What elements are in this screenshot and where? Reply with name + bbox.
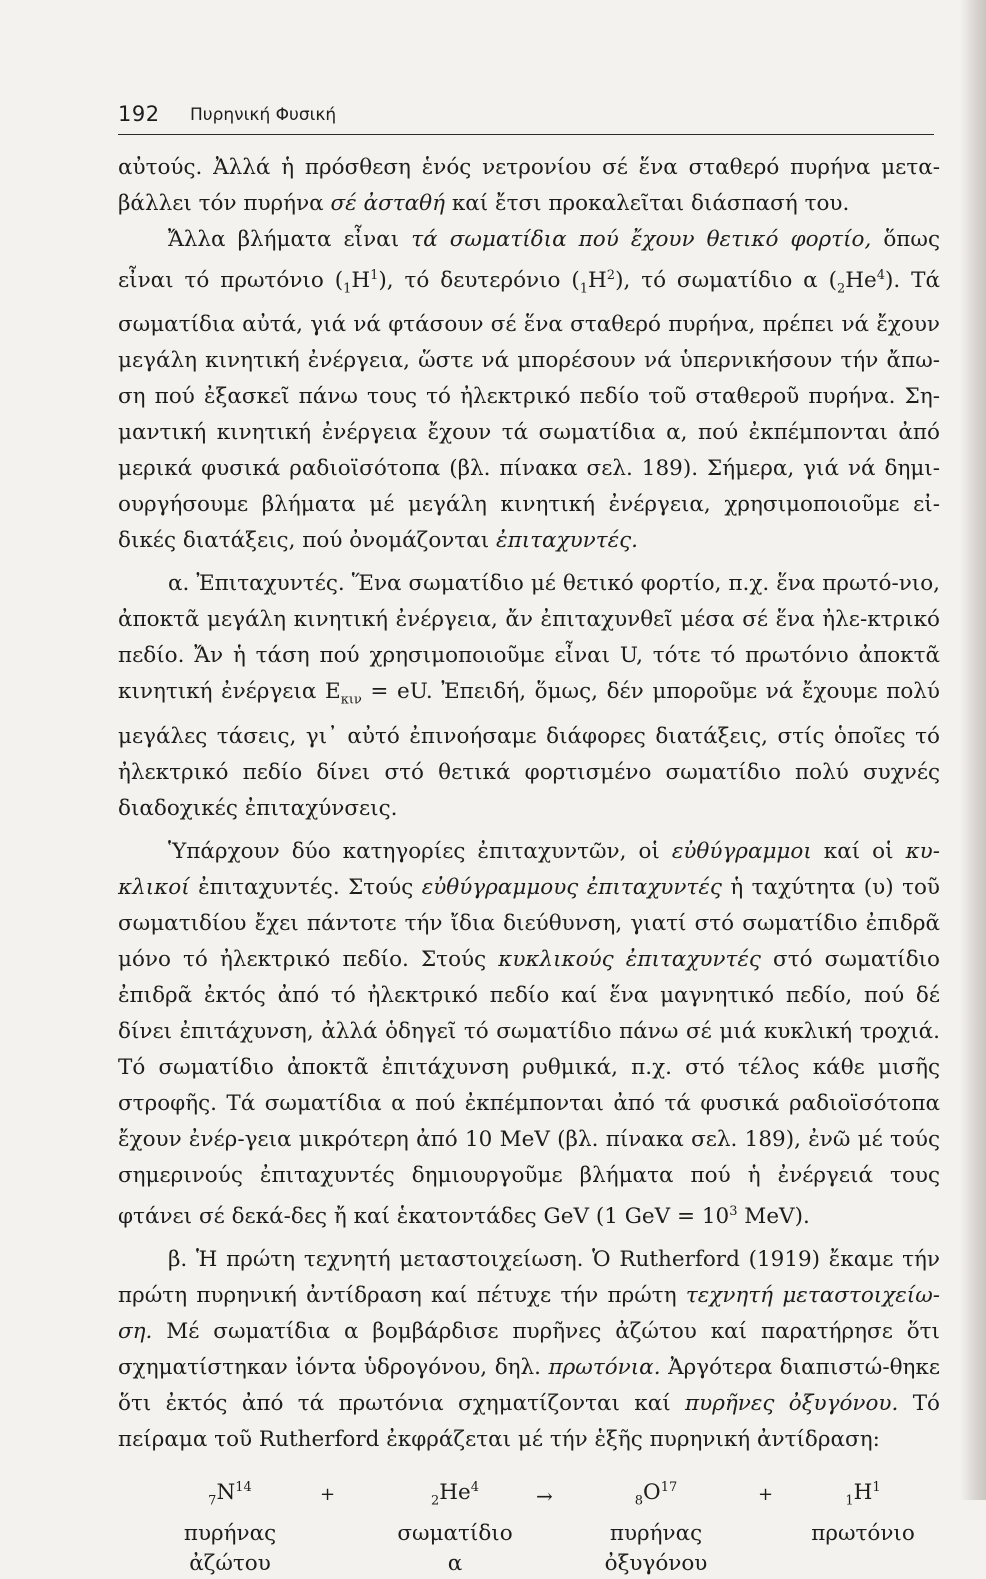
- element-symbol: H: [351, 268, 371, 294]
- mass-number: 14: [235, 1479, 252, 1495]
- page-body: [118, 150, 941, 1577]
- text: αὐτούς. Ἀλλά ἡ πρόσθεση ἑνός νετρονίου σέ ἕνα σταθερό πυρήνα μετα-βάλλει τόν πυρήνα: [118, 155, 940, 216]
- text: ). Τά σωματίδια αὐτά, γιά νά φτάσουν σέ ἕνα σταθερό πυρήνα, πρέπει νά ἔχουν μεγάλη κινητική ἐνέργεια, ὥστε νά μπορέσουν νά ὑπερνικήσουν τήν ἄπω-ση πού ἐξασκεῖ πάνω τους τό ἠλεκτρικό πεδίο τοῦ σταθεροῦ πυρήνα. Ση-μαντική κινητική ἐνέργεια ἔχουν τά σωματίδια α, πού ἐκπέμπονται ἀπό μερικά φυσικά ραδιοϊσότοπα (βλ. πίνακα σελ. 189). Σήμερα, γιά νά δημι-ουργήσουμε βλήματα μέ μεγάλη κινητική ἐνέργεια, χρησιμοποιοῦμε εἰ-δικές διατάξεις, πού ὀνομάζονται: [118, 268, 940, 554]
- text: ), τό σωματίδιο α (: [615, 268, 837, 294]
- text: ἐπιταχυντές. Στούς: [189, 874, 422, 900]
- italic-text: εὐθύγραμμοι: [671, 838, 812, 864]
- element-symbol: N: [216, 1480, 236, 1506]
- atomic-number: 7: [208, 1493, 217, 1509]
- text: ), τό δευτερόνιο (: [378, 268, 580, 294]
- italic-text: κυκλικούς ἐπιταχυντές: [498, 946, 761, 972]
- text: Τό πείραμα τοῦ Rutherford ἐκφράζεται μέ τήν ἑξῆς πυρηνική ἀντίδραση:: [118, 1390, 940, 1452]
- text: ὅπως εἶναι τό πρωτόνιο (: [118, 227, 941, 294]
- paragraph-3: [118, 566, 940, 826]
- atomic-number: 8: [634, 1493, 644, 1509]
- product-oxygen: [586, 1470, 726, 1579]
- mass-number: 2: [606, 268, 616, 283]
- page-header: [118, 98, 938, 134]
- atomic-number: 1: [343, 281, 352, 297]
- text: Μέ σωματίδια α βομβάρδισε πυρῆνες ἀζώτου καί παρατήρησε ὅτι σχηματίστηκαν ἰόντα ὑδρογόνου, δηλ.: [118, 1318, 940, 1380]
- text: καί οἱ: [811, 838, 906, 864]
- italic-text: σέ ἀσταθή: [330, 191, 445, 216]
- text: = eU. Ἐπειδή, ὅμως, δέν μποροῦμε νά ἔχουμε πολύ μεγάλες τάσεις, γι᾽ αὐτό ἐπινοήσαμε διάφορες διατάξεις, στίς ὁποῖες τό ἠλεκτρικό πεδίο δίνει στό θετικά φορτισμένο σωματίδιο πολύ συχνές διαδοχικές ἐπιταχύνσεις.: [118, 679, 940, 821]
- paragraph-2: [118, 222, 940, 559]
- paragraph-1: [118, 150, 940, 222]
- italic-text: εὐθύγραμμους ἐπιταχυντές: [421, 874, 722, 900]
- page-edge-shadow: [960, 0, 986, 1500]
- nuclear-reaction-equation: [118, 1470, 940, 1577]
- reactant-helium: [380, 1470, 530, 1579]
- plus-sign: +: [758, 1483, 774, 1505]
- term-label: πρωτόνιο: [811, 1521, 915, 1547]
- element-symbol: H: [853, 1480, 873, 1506]
- mass-number: 4: [470, 1479, 480, 1495]
- plus-sign: +: [320, 1483, 336, 1505]
- reactant-nitrogen: [170, 1470, 290, 1579]
- term-label: σωματίδιο: [397, 1521, 513, 1547]
- atomic-number: 1: [845, 1493, 854, 1509]
- term-label: πυρήνας: [609, 1521, 703, 1547]
- term-label: πυρήνας: [183, 1521, 277, 1547]
- text: στό σωματίδιο ἐπιδρᾶ ἐκτός ἀπό τό ἠλεκτρικό πεδίο καί ἕνα μαγνητικό πεδίο, πού δέ δίνει ἐπιτάχυνση, ἀλλά ὁδηγεῖ τό σωματίδιο πάνω σέ μιά κυκλική τροχιά. Τό σωματίδιο ἀποκτᾶ ἐπιτάχυνση ρυθμικά, π.χ. στό τέλος κάθε μισῆς στροφῆς. Τά σωματίδια α πού ἐκπέμπονται ἀπό τά φυσικά ραδιοϊσότοπα ἔχουν ἐνέρ-γεια μικρότερη ἀπό 10 MeV (βλ. πίνακα σελ. 189), ἐνῶ μέ τούς σημερινούς ἐπιταχυντές δημιουργοῦμε βλήματα πού ἡ ἐνέργειά τους φτάνει σέ δεκά-δες ἤ καί ἑκατοντάδες GeV (1 GeV = 10: [118, 946, 941, 1229]
- paragraph-4: [118, 834, 940, 1235]
- nuclide: [798, 1470, 928, 1519]
- text: MeV).: [737, 1203, 810, 1229]
- mass-number: 1: [370, 268, 379, 283]
- text: ἡ ταχύτητα (υ) τοῦ σωματιδίου ἔχει πάντοτε τήν ἴδια διεύθυνση, γιατί στό σωματίδιο ἐπιδρᾶ μόνο τό ἠλεκτρικό πεδίο. Στούς: [118, 874, 940, 972]
- text: καί ἔτσι προκαλεῖται διάσπασή του.: [444, 191, 850, 216]
- element-symbol: O: [643, 1480, 661, 1506]
- italic-text: τεχνητή μεταστοιχείω-ση.: [118, 1282, 940, 1344]
- atomic-number: 2: [836, 281, 846, 297]
- atomic-number: 1: [579, 281, 589, 297]
- element-symbol: H: [588, 268, 607, 294]
- nuclide: [170, 1470, 290, 1519]
- paragraph-5: [118, 1242, 940, 1458]
- term-label: ὀξυγόνου: [604, 1551, 708, 1577]
- element-symbol: He: [439, 1480, 471, 1506]
- text: β. Ἡ πρώτη τεχνητή μεταστοιχείωση. Ὁ Rutherford (1919) ἔκαμε τήν πρώτη πυρηνική ἀντίδραση καί πέτυχε τήν πρώτη: [118, 1246, 940, 1308]
- text: α. Ἐπιταχυντές. Ἕνα σωματίδιο μέ θετικό φορτίο, π.χ. ἕνα πρωτό-νιο, ἀποκτᾶ μεγάλη κινητική ἐνέργεια, ἄν ἐπιταχυνθεῖ μέσα σέ ἕνα ἠλε-κτρικό πεδίο. Ἄν ἡ τάση πού χρησιμοποιοῦμε εἶναι U, τότε τό πρωτόνιο ἀποκτᾶ κινητική ἐνέργεια E: [118, 571, 940, 705]
- italic-text: κυ-κλικοί: [118, 838, 940, 900]
- atomic-number: 2: [430, 1493, 440, 1509]
- term-label: ἀζώτου: [189, 1551, 271, 1577]
- italic-text: πρωτόνια.: [548, 1354, 661, 1380]
- subscript: κιν: [340, 692, 362, 708]
- mass-number: 1: [872, 1479, 881, 1495]
- term-label: α: [447, 1551, 463, 1577]
- text: Ἄλλα βλήματα εἶναι: [168, 227, 412, 252]
- product-proton: [798, 1470, 928, 1549]
- header-rule: [118, 134, 934, 135]
- running-title: Πυρηνική Φυσική: [190, 105, 337, 125]
- italic-text: ἐπιταχυντές.: [496, 528, 639, 554]
- text: Ὑπάρχουν δύο κατηγορίες ἐπιταχυντῶν, οἱ: [168, 838, 672, 864]
- nuclide: [380, 1470, 530, 1519]
- mass-number: 4: [876, 268, 886, 283]
- italic-text: πυρῆνες ὀξυγόνου.: [685, 1390, 899, 1416]
- page-number: 192: [118, 102, 160, 126]
- element-symbol: He: [845, 268, 877, 294]
- italic-text: τά σωματίδια πού ἔχουν θετικό φορτίο,: [411, 227, 872, 252]
- superscript: 3: [729, 1203, 738, 1219]
- reaction-arrow: →: [536, 1483, 553, 1508]
- mass-number: 17: [660, 1479, 678, 1495]
- nuclide: [586, 1470, 726, 1519]
- text: Ἀργότερα διαπιστώ-θηκε ὅτι ἐκτός ἀπό τά πρωτόνια σχηματίζονται καί: [118, 1354, 940, 1416]
